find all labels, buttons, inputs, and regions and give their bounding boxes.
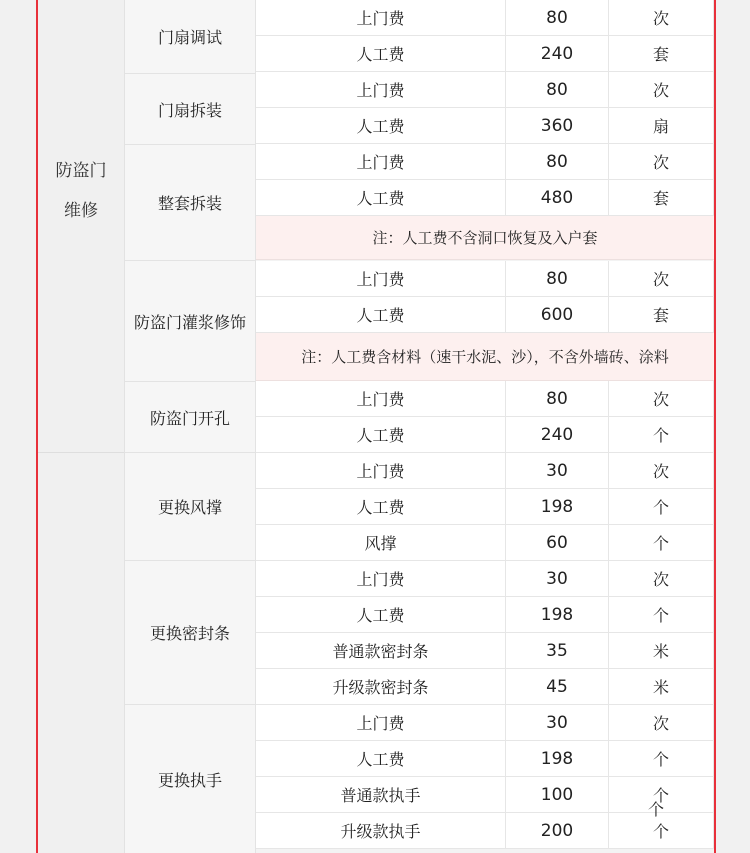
item-name-cell: 门扇调试 <box>125 0 256 73</box>
item-cell: 人工费 <box>256 108 506 144</box>
item-name-cell: 防盗门开孔 <box>125 381 256 452</box>
table-row <box>256 777 714 813</box>
item-cell: 人工费 <box>256 597 506 633</box>
table-row <box>256 633 714 669</box>
item-cell: 升级款执手 <box>256 813 506 849</box>
unit-cell: 个 <box>609 525 714 561</box>
table-row <box>256 489 714 525</box>
price-cell: 600 <box>506 297 609 333</box>
table-row <box>256 297 714 333</box>
price-cell: 198 <box>506 741 609 777</box>
item-cell: 上门费 <box>256 261 506 297</box>
table-row <box>256 36 714 72</box>
category-label-line2: 维修 <box>64 201 98 221</box>
table-row <box>256 453 714 489</box>
item-cell: 上门费 <box>256 72 506 108</box>
item-cell: 人工费 <box>256 36 506 72</box>
price-cell: 80 <box>506 0 609 36</box>
unit-cell: 个 <box>609 417 714 453</box>
table-row <box>256 597 714 633</box>
price-cell: 100 <box>506 777 609 813</box>
overlapping-unit-glyph: 个 <box>648 800 665 819</box>
category-cell-next <box>38 452 125 853</box>
category-label-line1: 防盗门 <box>55 161 107 181</box>
table-row <box>256 72 714 108</box>
item-name-cell: 更换执手 <box>125 704 256 853</box>
unit-cell: 次 <box>609 261 714 297</box>
unit-cell: 个 <box>609 777 714 813</box>
table-row <box>256 381 714 417</box>
table-row <box>256 417 714 453</box>
item-cell: 人工费 <box>256 489 506 525</box>
item-name-cell: 整套拆装 <box>125 144 256 260</box>
item-cell: 上门费 <box>256 381 506 417</box>
category-cell-door-repair <box>38 0 125 452</box>
item-cell: 人工费 <box>256 741 506 777</box>
unit-cell: 个 <box>609 813 714 849</box>
price-cell: 80 <box>506 381 609 417</box>
table-row <box>256 180 714 216</box>
table-row <box>256 108 714 144</box>
unit-cell: 次 <box>609 72 714 108</box>
item-name-cell: 防盗门灌浆修饰 <box>125 260 256 381</box>
item-cell: 人工费 <box>256 417 506 453</box>
price-cell: 80 <box>506 261 609 297</box>
price-cell: 30 <box>506 705 609 741</box>
item-name-cell: 更换密封条 <box>125 560 256 704</box>
item-name-cell: 门扇拆装 <box>125 73 256 144</box>
unit-cell: 个 <box>609 597 714 633</box>
price-cell: 198 <box>506 597 609 633</box>
table-row <box>256 561 714 597</box>
price-cell: 80 <box>506 144 609 180</box>
unit-cell: 次 <box>609 0 714 36</box>
table-row <box>256 261 714 297</box>
item-cell: 上门费 <box>256 453 506 489</box>
item-cell: 上门费 <box>256 705 506 741</box>
price-cell: 80 <box>506 72 609 108</box>
price-cell: 200 <box>506 813 609 849</box>
item-cell: 人工费 <box>256 180 506 216</box>
item-cell: 上门费 <box>256 0 506 36</box>
table-row <box>256 669 714 705</box>
price-cell: 35 <box>506 633 609 669</box>
price-cell: 30 <box>506 453 609 489</box>
item-cell: 风撑 <box>256 525 506 561</box>
price-cell: 240 <box>506 417 609 453</box>
price-cell: 45 <box>506 669 609 705</box>
unit-cell: 次 <box>609 453 714 489</box>
unit-cell: 个 <box>609 489 714 525</box>
item-name-cell: 更换风撑 <box>125 452 256 560</box>
unit-cell: 扇 <box>609 108 714 144</box>
unit-cell: 次 <box>609 381 714 417</box>
item-cell: 人工费 <box>256 297 506 333</box>
unit-cell: 米 <box>609 633 714 669</box>
price-cell: 198 <box>506 489 609 525</box>
item-cell: 普通款密封条 <box>256 633 506 669</box>
unit-cell: 次 <box>609 561 714 597</box>
unit-cell: 次 <box>609 144 714 180</box>
table-row <box>256 813 714 849</box>
unit-cell: 套 <box>609 180 714 216</box>
table-row <box>256 0 714 36</box>
price-cell: 30 <box>506 561 609 597</box>
item-cell: 上门费 <box>256 144 506 180</box>
unit-cell: 米 <box>609 669 714 705</box>
unit-cell: 次 <box>609 705 714 741</box>
unit-cell: 个 <box>609 741 714 777</box>
table-row <box>256 144 714 180</box>
note-row: 注：人工费不含洞口恢复及入户套 <box>256 216 714 260</box>
price-cell: 240 <box>506 36 609 72</box>
table-row <box>256 741 714 777</box>
price-cell: 360 <box>506 108 609 144</box>
unit-cell: 套 <box>609 297 714 333</box>
category-divider <box>38 452 124 453</box>
note-row: 注：人工费含材料（速干水泥、沙），不含外墙砖、涂料 <box>256 333 714 381</box>
price-cell: 60 <box>506 525 609 561</box>
table-row <box>256 705 714 741</box>
item-cell: 上门费 <box>256 561 506 597</box>
table-row <box>256 525 714 561</box>
price-cell: 480 <box>506 180 609 216</box>
unit-cell: 套 <box>609 36 714 72</box>
item-cell: 普通款执手 <box>256 777 506 813</box>
item-cell: 升级款密封条 <box>256 669 506 705</box>
